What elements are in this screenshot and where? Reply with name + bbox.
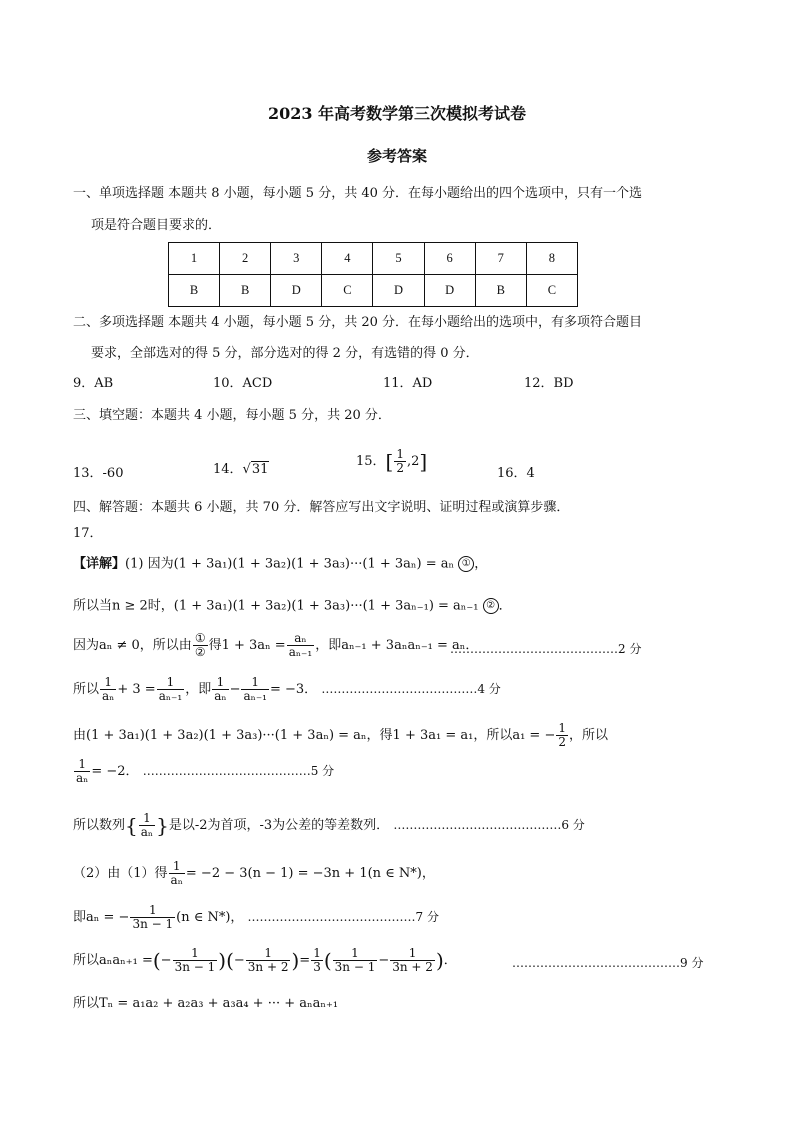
solution-text: (n ∈ N*)，	[176, 910, 244, 926]
answer-table-row-answers	[169, 275, 578, 307]
solution-line-11: 所以Tₙ = a₁a₂ + a₂a₃ + a₃a₄ + ··· + aₙaₙ₊₁	[73, 996, 339, 1011]
fraction	[333, 947, 378, 974]
answer-10: 10．ACD	[213, 376, 273, 391]
fraction	[74, 758, 90, 785]
solution-text: = −3．	[269, 682, 318, 698]
answer-table-row-numbers	[169, 243, 578, 275]
section2-heading: 二、多项选择题 本题共 4 小题，每小题 5 分，共 20 分．在每小题给出的选项中，有多项符合题目	[73, 315, 643, 330]
fraction-num: 1	[246, 947, 291, 961]
fraction	[390, 947, 435, 974]
solution-text: 所以aₙaₙ₊₁ =	[73, 953, 153, 969]
answer-14-value: 31	[251, 462, 269, 477]
left-brace: {	[125, 813, 138, 838]
fraction-den: 2	[558, 735, 566, 750]
score-marker-7: ……………………………………7 分	[247, 910, 439, 925]
solution-line-8	[73, 860, 435, 887]
solution-line-10: 所以aₙaₙ₊₁ =(− $\frac{1}{3n - 1}$ )(− $\frac{1}{3n + 2}$ )= $\frac{1}{3}$ ( $\frac{1}{3n - 1}$ − $\frac{1}{3n + 2}$ )．	[73, 946, 457, 975]
page-subtitle: 参考答案	[366, 147, 427, 165]
right-paren: )	[291, 948, 300, 973]
fraction	[169, 860, 185, 887]
circled-number: ②	[483, 598, 499, 614]
solution-line-6	[73, 758, 334, 785]
solution-line-4	[73, 676, 501, 703]
answer-table	[168, 242, 578, 307]
fraction	[212, 676, 228, 703]
left-paren: (	[323, 948, 332, 973]
answer-14	[213, 462, 269, 478]
right-brace: }	[156, 813, 169, 838]
solution-text: ，所以	[569, 728, 609, 744]
fraction	[394, 448, 406, 475]
solution-line-5	[73, 722, 608, 749]
table-cell: D	[373, 275, 424, 307]
fraction-den: aₙ	[170, 873, 183, 888]
fraction-den: 3n − 1	[334, 960, 376, 975]
solution-text: （2）由（1）得	[73, 866, 168, 882]
answer-15-rest: ,2	[407, 454, 420, 470]
question-17-number: 17．	[73, 526, 103, 541]
fraction	[287, 632, 315, 659]
fraction-den: 3	[313, 960, 321, 975]
fraction-num: 1	[390, 947, 435, 961]
answer-16: 16．4	[497, 466, 535, 481]
table-cell: B	[169, 275, 220, 307]
fraction-num: ①	[194, 631, 206, 645]
solution-text: = −2．	[91, 764, 139, 780]
table-cell: 8	[526, 243, 577, 275]
right-bracket: ]	[419, 449, 428, 474]
right-paren: )	[435, 948, 444, 973]
table-cell: 2	[220, 243, 271, 275]
sqrt-symbol: √31	[242, 462, 269, 477]
fraction-den: 3n + 2	[247, 960, 289, 975]
fraction-num: 1	[558, 721, 566, 735]
left-bracket: [	[385, 449, 394, 474]
fraction-den: 2	[396, 461, 404, 476]
solution-text: + 3 =	[117, 682, 156, 698]
fraction-num: 1	[396, 447, 404, 461]
solution-text: 所以数列	[73, 818, 126, 834]
fraction	[157, 676, 185, 703]
fraction-den: aₙ	[102, 689, 115, 704]
solution-text: 即aₙ = −	[73, 910, 130, 926]
table-cell: 7	[475, 243, 526, 275]
fraction	[130, 904, 175, 931]
fraction-den: aₙ₋₁	[288, 645, 313, 660]
solution-text: 所以	[73, 682, 100, 698]
fraction	[241, 676, 269, 703]
table-cell: 1	[169, 243, 220, 275]
fraction-num: 1	[173, 947, 218, 961]
solution-text: ，即	[185, 682, 212, 698]
solution-text: 因为aₙ ≠ 0，所以由	[73, 638, 192, 654]
fraction-num: 1	[139, 812, 155, 826]
fraction	[173, 947, 218, 974]
solution-text: −	[229, 682, 241, 698]
section3-heading: 三、填空题：本题共 4 小题，每小题 5 分，共 20 分．	[73, 408, 391, 423]
score-marker-4: …………………………………4 分	[321, 682, 501, 697]
fraction-den: aₙ₋₁	[243, 689, 267, 704]
page-title: 2023 年高考数学第三次模拟考试卷	[267, 104, 527, 123]
circled-number: ①	[458, 556, 474, 572]
solution-line-9	[73, 904, 439, 931]
fraction-num: 1	[157, 676, 185, 690]
fraction	[246, 947, 291, 974]
fraction-den: 3n − 1	[174, 960, 216, 975]
answer-11: 11．AD	[383, 376, 433, 391]
fraction-num: 1	[313, 946, 321, 960]
section1-heading: 一、单项选择题 本题共 8 小题，每小题 5 分，共 40 分．在每小题给出的四个选项中，只有一个选	[73, 186, 643, 201]
solution-text: =	[299, 953, 311, 969]
table-cell: 6	[424, 243, 475, 275]
left-paren: (	[226, 948, 234, 973]
fraction-den: 3n − 1	[132, 917, 174, 932]
section2-heading-cont: 要求，全部选对的得 5 分，部分选对的得 2 分，有选错的得 0 分．	[91, 346, 479, 361]
table-cell: B	[220, 275, 271, 307]
score-marker-9: ……………………………………9 分	[512, 956, 704, 970]
solution-line-7	[73, 812, 585, 839]
solution-text: 由(1 + 3a₁)(1 + 3a₂)(1 + 3a₃)···(1 + 3aₙ) = aₙ，得1 + 3a₁ = a₁，所以a₁ = −	[73, 728, 556, 744]
fraction-num: 1	[130, 904, 175, 918]
solution-text: ．	[498, 598, 512, 614]
fraction-den: aₙ₋₁	[158, 689, 183, 704]
solution-line-2	[73, 598, 512, 614]
solution-text: 得1 + 3aₙ =	[208, 638, 286, 654]
section4-heading: 四、解答题：本题共 6 小题，共 70 分．解答应写出文字说明、证明过程或演算步骤．	[73, 500, 570, 515]
solution-line-3	[73, 632, 478, 659]
table-cell: C	[322, 275, 373, 307]
solution-text: 是以-2为首项，-3为公差的等差数列．	[168, 818, 390, 834]
table-cell: D	[271, 275, 322, 307]
fraction-num: 1	[241, 676, 269, 690]
solution-text: = −2 − 3(n − 1) = −3n + 1(n ∈ N*)，	[185, 866, 435, 882]
table-cell: 3	[271, 243, 322, 275]
table-cell: 4	[322, 243, 373, 275]
detail-label: 【详解】	[73, 556, 126, 572]
answer-12: 12．BD	[524, 376, 574, 391]
fraction	[193, 632, 208, 659]
answer-9: 9．AB	[73, 376, 114, 391]
fraction	[311, 947, 323, 974]
score-marker-5: ……………………………………5 分	[142, 764, 335, 779]
fraction-den: aₙ	[140, 825, 154, 840]
fraction-den: ②	[194, 645, 206, 660]
table-cell: 5	[373, 243, 424, 275]
fraction-num: aₙ	[287, 632, 315, 646]
answer-15-label: 15．	[356, 454, 386, 470]
fraction-num: 1	[333, 947, 378, 961]
answer-14-label: 14．	[213, 462, 243, 477]
table-cell: B	[475, 275, 526, 307]
solution-text: ，	[474, 556, 488, 572]
score-marker-6: ……………………………………6 分	[393, 818, 585, 833]
right-paren: )	[218, 948, 227, 973]
fraction-den: aₙ	[214, 689, 227, 704]
left-paren: (	[152, 948, 161, 973]
answer-15	[356, 448, 427, 475]
fraction-num: 1	[74, 758, 90, 772]
fraction-num: 1	[169, 860, 185, 874]
fraction	[100, 676, 116, 703]
solution-line-1	[73, 556, 487, 572]
section1-heading-cont: 项是符合题目要求的．	[91, 218, 222, 233]
solution-text: 所以当n ≥ 2时，(1 + 3a₁)(1 + 3a₂)(1 + 3a₃)···(1 + 3aₙ₋₁) = aₙ₋₁	[73, 598, 479, 614]
fraction-den: aₙ	[76, 771, 89, 786]
fraction-den: 3n + 2	[392, 960, 433, 975]
solution-text: (1) 因为(1 + 3a₁)(1 + 3a₂)(1 + 3a₃)···(1 + 3aₙ) = aₙ	[125, 556, 455, 572]
fraction	[139, 812, 155, 839]
answer-13: 13．-60	[73, 466, 124, 481]
solution-text: ，即aₙ₋₁ + 3aₙaₙ₋₁ = aₙ．	[315, 638, 479, 654]
fraction-num: 1	[100, 676, 116, 690]
table-cell: D	[424, 275, 475, 307]
fraction	[556, 722, 568, 749]
table-cell: C	[526, 275, 577, 307]
score-marker-2: ……………………………………2 分	[450, 642, 642, 656]
fraction-num: 1	[212, 676, 228, 690]
